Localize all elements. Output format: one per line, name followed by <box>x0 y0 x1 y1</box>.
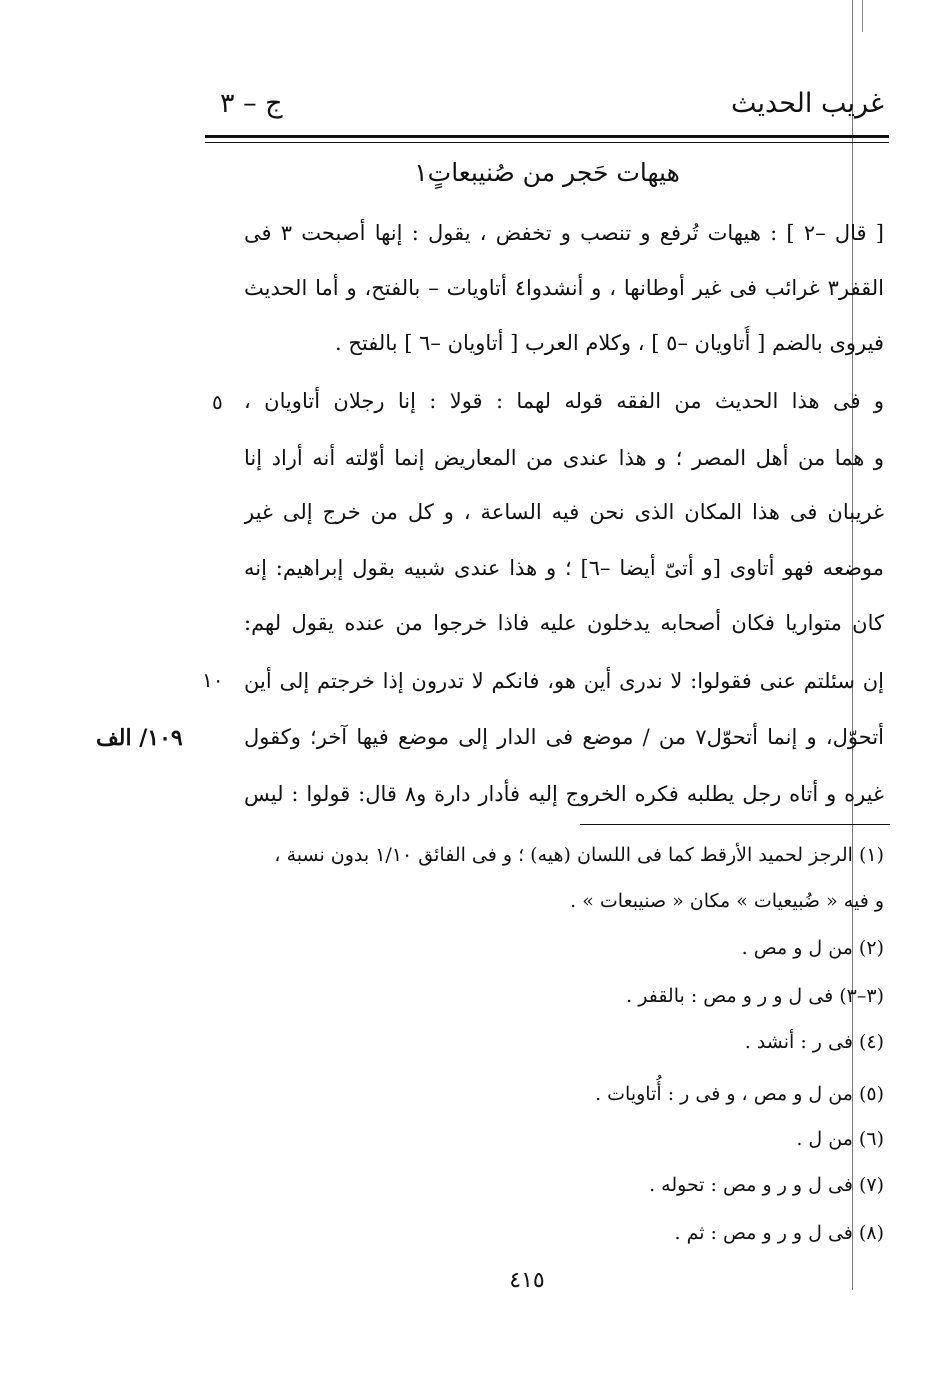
folio-mark: ١٠٩/ الف <box>96 725 183 751</box>
line-number-10: ١٠ <box>202 668 224 692</box>
footnote: (٢) من ل و مص . <box>741 937 884 959</box>
body-line: فيروى بالضم [ أُتاويان –٥ ] ، وكلام العرب [ أتاويان –٦ ] بالفتح . <box>335 331 884 355</box>
body-line: [ قال –٢ ] : هيهات تُرفع و تنصب و تخفض ، يقول : إنها أصبحت ٣ فى <box>244 221 884 245</box>
section-title: هيهات حَجر من صُنيبعاتٍ١ <box>414 158 680 187</box>
body-line: غيره و أتاه رجل يطلبه فكره الخروج إليه فأدار دارة و٨ قال: قولوا : ليس <box>244 782 884 806</box>
body-line: موضعه فهو أتاوى [و أتىّ أيضا –٦] ؛ و هذا عندى شبيه بقول إبراهيم: إنه <box>244 556 884 580</box>
line-number-5: ٥ <box>212 390 223 414</box>
running-header-title: غريب الحديث <box>731 88 884 119</box>
footnote-rule <box>580 824 890 825</box>
page-number: ٤١٥ <box>509 1268 545 1293</box>
footnote: (٥) من ل و مص ، و فى ر : أُتاويات . <box>595 1083 884 1105</box>
body-line: و هما من أهل المصر ؛ و هذا عندى من المعاريض إنما أوّلته أنه أراد إنا <box>244 446 884 470</box>
footnote: (١) الرجز لحميد الأرقط كما فى اللسان (هيه) ؛ و فى الفائق ١/١٠ بدون نسبة ، <box>274 844 884 866</box>
footnote: و فيه « ضُبيعيات » مكان « صنيبعات » . <box>570 890 884 912</box>
footnote: (٧) فى ل و ر و مص : تحوله . <box>649 1174 884 1196</box>
body-line: القفر٣ غرائب فى غير أوطانها ، و أنشدوا٤ أتاويات – بالفتح، و أما الحديث <box>244 276 884 300</box>
footnote: (٨) فى ل و ر و مص : ثم . <box>674 1222 884 1244</box>
body-line: كان متواريا فكان أصحابه يدخلون عليه فاذا خرجوا من عنده يقول لهم: <box>244 611 884 635</box>
running-header-volume: ج – ٣ <box>220 88 283 119</box>
body-line: إن سئلتم عنى فقولوا: لا ندرى أين هو، فانكم لا تدرون إذا خرجتم إلى أين <box>244 669 884 693</box>
body-line: أتحوّل، و إنما أتحوّل٧ من / موضع فى الدار إلى موضع فيها آخر؛ وكقول <box>244 725 884 749</box>
body-line: غريبان فى هذا المكان الذى نحن فيه الساعة ، و كل من خرج إلى غير <box>244 500 884 524</box>
binding-mark <box>862 0 863 32</box>
footnote: (٣–٣) فى ل و ر و مص : بالقفر . <box>626 985 884 1007</box>
footnote: (٦) من ل . <box>796 1128 884 1150</box>
header-rule-thin <box>205 142 889 143</box>
body-line: و فى هذا الحديث من الفقه قوله لهما : قولا : إنا رجلان أتاويان ، <box>244 389 884 413</box>
header-rule-thick <box>205 135 889 138</box>
footnote: (٤) فى ر : أنشد . <box>744 1031 884 1053</box>
